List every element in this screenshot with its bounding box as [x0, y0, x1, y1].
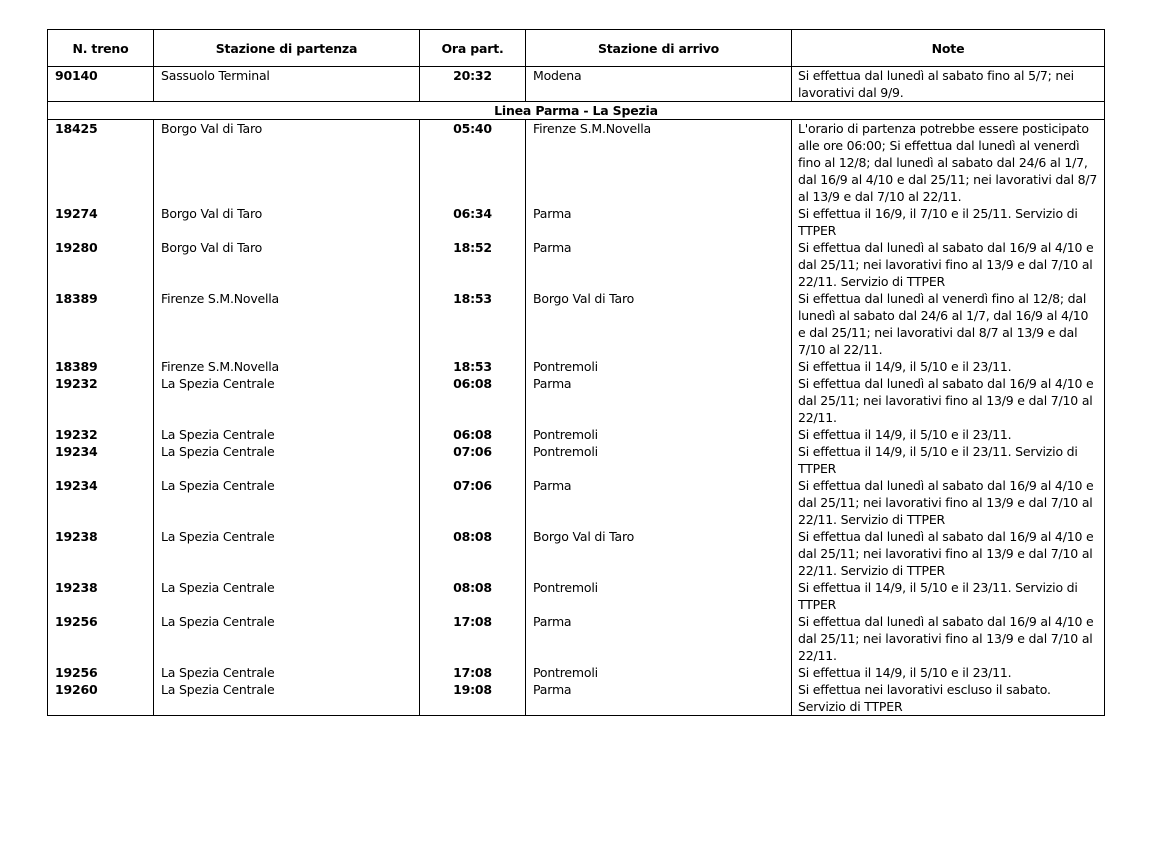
header-departure-station: Stazione di partenza — [154, 30, 420, 67]
departure-station-cell: La Spezia Centrale — [154, 613, 420, 664]
header-row — [48, 30, 1105, 67]
note-cell: Si effettua il 14/9, il 5/10 e il 23/11. — [792, 664, 1105, 681]
departure-station-cell: Borgo Val di Taro — [154, 205, 420, 239]
arrival-station-cell: Parma — [526, 681, 792, 716]
departure-station-cell: La Spezia Centrale — [154, 443, 420, 477]
train-number-cell: 19234 — [48, 477, 154, 528]
header-departure-time: Ora part. — [420, 30, 526, 67]
note-cell: Si effettua dal lunedì al venerdì fino al 12/8; dal lunedì al sabato dal 24/6 al 1/7, dal 16/9 al 4/10 e dal 25/11; nei lavorativi dal 8/7 al 13/9 e dal 7/10 al 22/11. — [792, 290, 1105, 358]
train-number-cell: 19256 — [48, 613, 154, 664]
departure-time-cell: 08:08 — [420, 579, 526, 613]
arrival-station-cell: Borgo Val di Taro — [526, 528, 792, 579]
train-number-cell: 18425 — [48, 120, 154, 206]
departure-time-cell: 20:32 — [420, 67, 526, 102]
train-number-cell: 19232 — [48, 426, 154, 443]
arrival-station-cell: Pontremoli — [526, 358, 792, 375]
header-train-number: N. treno — [48, 30, 154, 67]
departure-time-cell: 06:08 — [420, 375, 526, 426]
section-body — [48, 102, 1105, 120]
note-cell: Si effettua il 14/9, il 5/10 e il 23/11. — [792, 358, 1105, 375]
departure-time-cell: 05:40 — [420, 120, 526, 206]
table-row — [48, 681, 1105, 716]
departure-time-cell: 19:08 — [420, 681, 526, 716]
table-row — [48, 290, 1105, 358]
section-row — [48, 102, 1105, 120]
departure-time-cell: 06:34 — [420, 205, 526, 239]
table-row — [48, 443, 1105, 477]
train-number-cell: 19234 — [48, 443, 154, 477]
arrival-station-cell: Pontremoli — [526, 426, 792, 443]
departure-time-cell: 17:08 — [420, 613, 526, 664]
table-row — [48, 205, 1105, 239]
train-number-cell: 19260 — [48, 681, 154, 716]
departure-station-cell: La Spezia Centrale — [154, 681, 420, 716]
table-row — [48, 375, 1105, 426]
note-cell: Si effettua dal lunedì al sabato dal 16/9 al 4/10 e dal 25/11; nei lavorativi fino al 13/9 e dal 7/10 al 22/11. Servizio di TTPER — [792, 528, 1105, 579]
departure-time-cell: 18:52 — [420, 239, 526, 290]
table-row — [48, 664, 1105, 681]
table-row — [48, 613, 1105, 664]
train-number-cell: 19238 — [48, 579, 154, 613]
train-number-cell: 19238 — [48, 528, 154, 579]
arrival-station-cell: Borgo Val di Taro — [526, 290, 792, 358]
train-number-cell: 19256 — [48, 664, 154, 681]
departure-station-cell: La Spezia Centrale — [154, 579, 420, 613]
departure-station-cell: La Spezia Centrale — [154, 477, 420, 528]
note-cell: Si effettua dal lunedì al sabato fino al 5/7; nei lavorativi dal 9/9. — [792, 67, 1105, 102]
arrival-station-cell: Pontremoli — [526, 443, 792, 477]
note-cell: L'orario di partenza potrebbe essere posticipato alle ore 06:00; Si effettua dal lunedì al venerdì fino al 12/8; dal lunedì al sabato dal 24/6 al 1/7, dal 16/9 al 4/10 e dal 25/11; nei lavorativi dal 8/7 al 13/9 e dal 7/10 al 22/11. — [792, 120, 1105, 206]
departure-station-cell: Firenze S.M.Novella — [154, 358, 420, 375]
departure-time-cell: 17:08 — [420, 664, 526, 681]
train-number-cell: 90140 — [48, 67, 154, 102]
note-cell: Si effettua dal lunedì al sabato dal 16/9 al 4/10 e dal 25/11; nei lavorativi fino al 13/9 e dal 7/10 al 22/11. — [792, 375, 1105, 426]
train-number-cell: 18389 — [48, 290, 154, 358]
arrival-station-cell: Parma — [526, 375, 792, 426]
departure-time-cell: 18:53 — [420, 358, 526, 375]
arrival-station-cell: Firenze S.M.Novella — [526, 120, 792, 206]
note-cell: Si effettua dal lunedì al sabato dal 16/9 al 4/10 e dal 25/11; nei lavorativi fino al 13/9 e dal 7/10 al 22/11. — [792, 613, 1105, 664]
header-notes: Note — [792, 30, 1105, 67]
arrival-station-cell: Parma — [526, 613, 792, 664]
departure-station-cell: Borgo Val di Taro — [154, 239, 420, 290]
departure-time-cell: 18:53 — [420, 290, 526, 358]
note-cell: Si effettua dal lunedì al sabato dal 16/9 al 4/10 e dal 25/11; nei lavorativi fino al 13/9 e dal 7/10 al 22/11. Servizio di TTPER — [792, 239, 1105, 290]
table-row — [48, 579, 1105, 613]
note-cell: Si effettua il 14/9, il 5/10 e il 23/11. Servizio di TTPER — [792, 579, 1105, 613]
table-row — [48, 426, 1105, 443]
departure-time-cell: 07:06 — [420, 443, 526, 477]
departure-station-cell: La Spezia Centrale — [154, 426, 420, 443]
departure-station-cell: Sassuolo Terminal — [154, 67, 420, 102]
section-title: Linea Parma - La Spezia — [48, 102, 1105, 120]
arrival-station-cell: Parma — [526, 477, 792, 528]
table-row — [48, 528, 1105, 579]
table-row — [48, 120, 1105, 206]
note-cell: Si effettua il 14/9, il 5/10 e il 23/11. Servizio di TTPER — [792, 443, 1105, 477]
departure-station-cell: Firenze S.M.Novella — [154, 290, 420, 358]
note-cell: Si effettua nei lavorativi escluso il sabato. Servizio di TTPER — [792, 681, 1105, 716]
departure-station-cell: La Spezia Centrale — [154, 528, 420, 579]
arrival-station-cell: Modena — [526, 67, 792, 102]
departure-time-cell: 06:08 — [420, 426, 526, 443]
departure-time-cell: 07:06 — [420, 477, 526, 528]
train-number-cell: 19274 — [48, 205, 154, 239]
arrival-station-cell: Pontremoli — [526, 664, 792, 681]
note-cell: Si effettua il 16/9, il 7/10 e il 25/11. Servizio di TTPER — [792, 205, 1105, 239]
arrival-station-cell: Parma — [526, 239, 792, 290]
pre-section-body — [48, 67, 1105, 102]
train-number-cell: 19232 — [48, 375, 154, 426]
departure-station-cell: Borgo Val di Taro — [154, 120, 420, 206]
departure-station-cell: La Spezia Centrale — [154, 375, 420, 426]
timetable — [47, 29, 1105, 716]
train-number-cell: 18389 — [48, 358, 154, 375]
departure-station-cell: La Spezia Centrale — [154, 664, 420, 681]
table-row — [48, 239, 1105, 290]
table-row — [48, 477, 1105, 528]
arrival-station-cell: Parma — [526, 205, 792, 239]
note-cell: Si effettua dal lunedì al sabato dal 16/9 al 4/10 e dal 25/11; nei lavorativi fino al 13/9 e dal 7/10 al 22/11. Servizio di TTPER — [792, 477, 1105, 528]
note-cell: Si effettua il 14/9, il 5/10 e il 23/11. — [792, 426, 1105, 443]
header-arrival-station: Stazione di arrivo — [526, 30, 792, 67]
train-number-cell: 19280 — [48, 239, 154, 290]
table-row — [48, 67, 1105, 102]
departure-time-cell: 08:08 — [420, 528, 526, 579]
arrival-station-cell: Pontremoli — [526, 579, 792, 613]
table-row — [48, 358, 1105, 375]
main-body — [48, 120, 1105, 716]
